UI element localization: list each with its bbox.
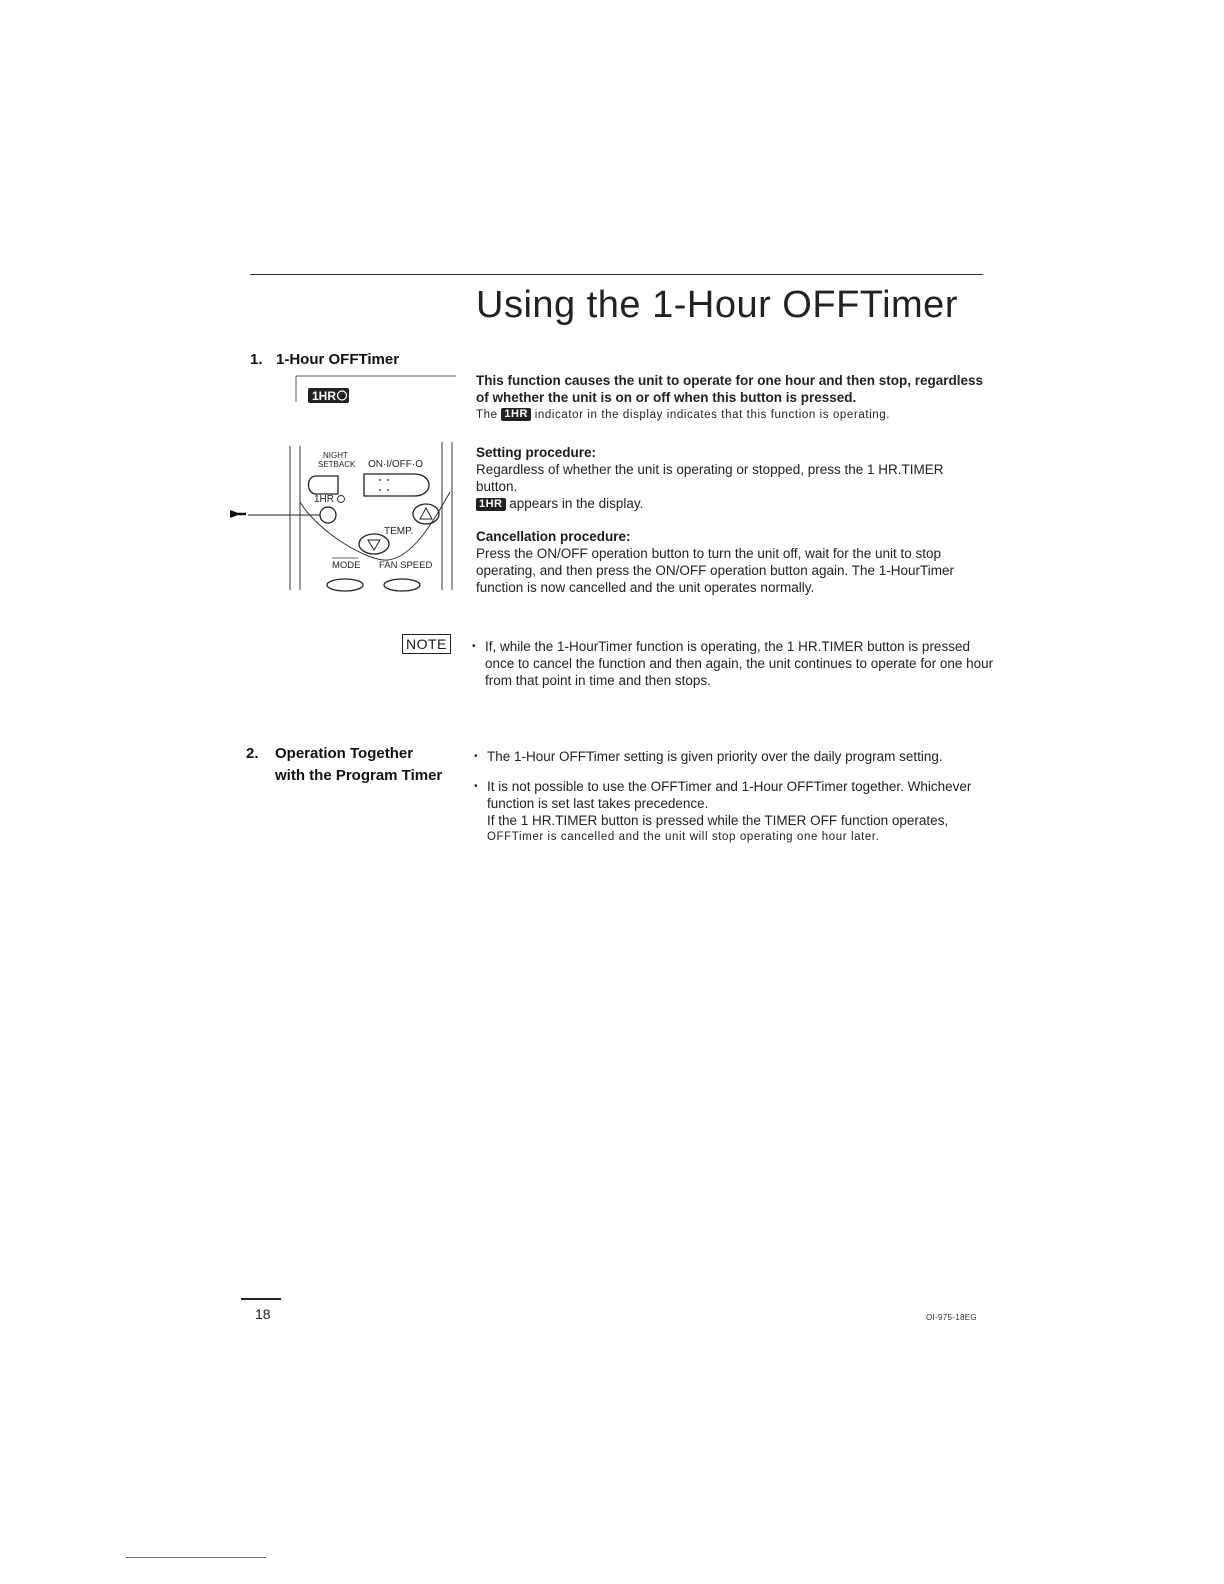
bottom-edge-line [126, 1557, 266, 1558]
night-label: NIGHT [323, 451, 348, 460]
on-off-label: ON·I/OFF·O [368, 459, 423, 470]
one-hr-timer-button[interactable] [320, 507, 336, 523]
setting-text: Regardless of whether the unit is operating or stopped, press the 1 HR.TIMER button. [476, 462, 944, 494]
section-1-body [476, 372, 986, 596]
mode-label: MODE [332, 560, 361, 571]
indicator-line-pre: The [476, 409, 498, 421]
one-hr-label: 1HR [314, 494, 335, 505]
cancellation-procedure [476, 528, 986, 596]
cancel-text: Press the ON/OFF operation button to turn the unit off, wait for the unit to stop operating, and then press the ON/OFF operation button again. The 1-HourTimer function is now cancelled and the unit operates normally. [476, 546, 955, 595]
page-number-rule [241, 1298, 281, 1300]
setting-heading: Setting procedure: [476, 445, 597, 460]
page-number: 18 [255, 1306, 271, 1322]
bullet-2-line-3: OFFTimer is cancelled and the unit will stop operating one hour later. [487, 831, 880, 843]
mode-button[interactable] [327, 579, 363, 591]
cancel-heading: Cancellation procedure: [476, 529, 631, 544]
fan-speed-label: FAN SPEED [379, 560, 433, 571]
section-2-title-line2: with the Program Timer [275, 767, 443, 784]
section-1-heading [250, 349, 399, 371]
bullet-2-line-2: If the 1 HR.TIMER button is pressed while the TIMER OFF function operates, [487, 813, 949, 828]
top-rule [250, 274, 983, 275]
display-panel [296, 376, 456, 403]
indicator-line [476, 407, 986, 424]
temp-down-button[interactable] [359, 534, 389, 554]
intro-text: This function causes the unit to operate for one hour and then stop, regardless of whether the unit is on or off when this button is pressed. [476, 373, 984, 405]
document-code: OI-975-18EG [926, 1313, 977, 1322]
appears-text: appears in the display. [509, 496, 644, 511]
remote-control-figure [228, 372, 463, 594]
note-label: NOTE [402, 634, 451, 654]
bullet-2-line-1: • It is not possible to use the OFFTimer and 1-Hour OFFTimer together. Whichever function is set last takes precedence. [487, 779, 972, 811]
section-2-bullet-2 [474, 778, 986, 846]
night-setback-button[interactable] [309, 476, 339, 494]
page-title: Using the 1-Hour OFFTimer [476, 284, 958, 326]
fan-speed-button[interactable] [384, 579, 420, 591]
temp-label: TEMP. [384, 526, 414, 537]
section-2-title-line1: Operation Together [275, 745, 414, 762]
indicator-lcd: 1HR [501, 408, 531, 421]
section-2-heading [246, 743, 442, 787]
on-off-button[interactable] [364, 474, 429, 496]
appears-lcd: 1HR [476, 498, 506, 511]
display-indicator: 1HR [312, 389, 337, 403]
setback-label: SETBACK [318, 460, 356, 469]
section-2-body [474, 748, 986, 846]
section-2-number: 2. [246, 745, 259, 762]
section-2-bullet-1: • The 1-Hour OFFTimer setting is given priority over the daily program setting. [474, 748, 986, 765]
note-text: • If, while the 1-HourTimer function is operating, the 1 HR.TIMER button is pressed once to cancel the function and then again, the unit continues to operate for one hour from that point in time and then stops. [472, 638, 997, 689]
indicator-line-post: indicator in the display indicates that this function is operating. [534, 409, 891, 421]
section-1-title: 1-Hour OFFTimer [276, 351, 400, 368]
setting-procedure [476, 444, 986, 512]
section-1-number: 1. [250, 351, 263, 368]
appears-line [476, 495, 986, 512]
